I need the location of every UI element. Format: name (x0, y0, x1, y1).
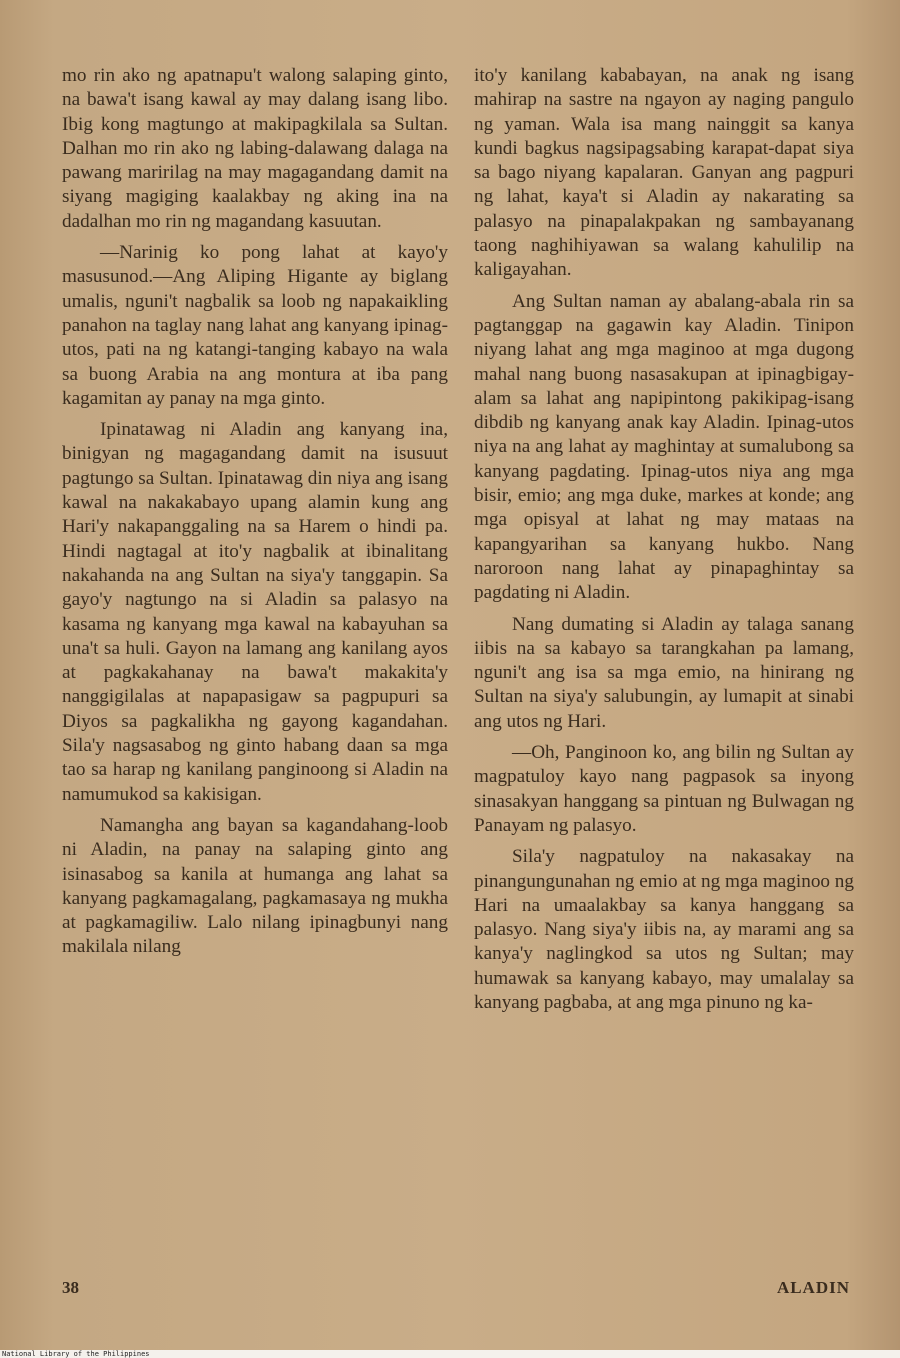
paragraph: Sila'y nagpatuloy na nakasakay na pinangungunahan ng emio at ng mga maginoo ng Hari na umaalakbay sa kanya hanggang sa palasyo. Nang siya'y iibis na, ay marami ang sa kanya'y naglingkod sa utos ng Sultan; may humawak sa kanyang kabayo, may umalalay sa kanyang pagbaba, at ang mga pinuno ng ka- (474, 846, 854, 1013)
paragraph: Nang dumating si Aladin ay talaga sanang iibis na sa kabayo sa tarangkahan pa lamang, nguni't ang isa sa mga emio, na hinirang ng Sultan na siya'y salubungin, ay lumapit at sinabi ang utos ng Hari. (474, 613, 854, 732)
library-watermark: National Library of the Philippines (0, 1350, 900, 1358)
paragraph: mo rin ako ng apatnapu't walong salaping ginto, na bawa't isang kawal ay may dalang isang libo. Ibig kong magtungo at makipagkilala sa Sultan. Dalhan mo rin ako ng labing-dalawang dalaga na pawang maririlag na may magagandang damit na siyang magiging kaalakbay ng aking ina na dadalhan mo rin ng magandang kasuutan. (62, 65, 448, 232)
page-number: 38 (62, 1278, 79, 1297)
right-column (474, 64, 854, 1022)
paragraph: —Narinig ko pong lahat at kayo'y masusunod.—Ang Aliping Higante ay biglang umalis, nguni't nagbalik sa loob ng napakaikling panahon na taglay nang lahat ang kanyang ipinag-utos, pati na ng katangi-tanging kabayo na wala sa buong Arabia na ang montura at iba pang kagamitan ay panay na mga ginto. (62, 242, 448, 409)
paragraph: —Oh, Panginoon ko, ang bilin ng Sultan ay magpatuloy kayo nang pagpasok sa inyong sinasakyan hanggang sa pintuan ng Bulwagan ng Panayam ng palasyo. (474, 742, 854, 836)
running-title: ALADIN (776, 1278, 850, 1297)
paragraph: Ipinatawag ni Aladin ang kanyang ina, binigyan ng magagandang damit na isusuut pagtungo sa Sultan. Ipinatawag din niya ang isang kawal na nakakabayo upang alamin kung ang Hari'y nakapanggaling na sa Harem o hindi pa. Hindi nagtagal at ito'y nagbalik at ibinalitang nakahanda na ang Sultan na siya'y tanggapin. Sa gayo'y nagtungo na si Aladin sa palasyo na kasama ng kanyang mga kawal na kabayuhan sa una't sa huli. Gayon na lamang ang kanilang ayos at pagkakahanay na bawa't makakita'y nanggigilalas at napapasigaw sa pagpupuri sa Diyos sa pagkalikha ng gayong kagandahan. Sila'y nagsasabog ng ginto habang daan sa mga tao sa harap ng kanilang panginoong si Aladin na namumukod sa kakisigan. (62, 419, 448, 805)
paragraph: Namangha ang bayan sa kagandahang-loob ni Aladin, na panay na salaping ginto ang isinasabog sa kanila at humanga ang lahat sa kanyang pagkamagalang, pagkamasaya ng mukha at pagkamagiliw. Lalo nilang ipinagbunyi nang makilala nilang (62, 814, 448, 958)
paragraph: ito'y kanilang kababayan, na anak ng isang mahirap na sastre na ngayon ay naging pangulo ng yaman. Wala isa mang nainggit sa kanya kundi bagkus nagsipagsabing karapat-dapat siya sa bago niyang kapalaran. Ganyan ang pagpuri ng lahat, kaya't si Aladin ay nakarating sa palasyo na pinapalakpakan ng sambayanang taong naghihiyawan sa walang kahulilip na kaligayahan. (474, 65, 854, 281)
left-column (62, 64, 448, 967)
paragraph: Ang Sultan naman ay abalang-abala rin sa pagtanggap na gagawin kay Aladin. Tinipon niyang lahat ang mga maginoo at mga dugong mahal nang buong nasasakupan at ipinagbigay-alam sa lahat ang napipintong pakikipag-isang dibdib ng kanyang anak kay Aladin. Ipinag-utos niya na ang lahat ay maghintay at sumalubong sa kanyang pagdating. Ipinag-utos niya ang mga bisir, emio; ang mga duke, markes at konde; ang mga opisyal at lahat ng may mataas na kapangyarihan sa kanyang hukbo. Nang naroroon nang lahat ay pinapaghintay sa pagdating ni Aladin. (474, 290, 854, 604)
